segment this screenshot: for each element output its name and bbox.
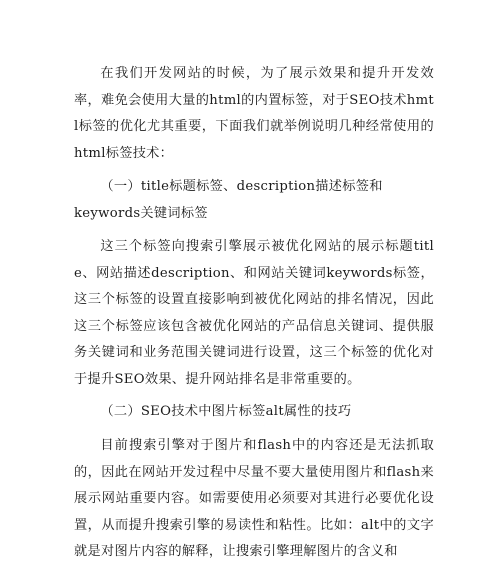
section-1-heading: （一）title标题标签、description描述标签和keywords关键词标签	[74, 179, 383, 221]
section-2-heading: （二）SEO技术中图片标签alt属性的技巧	[100, 404, 352, 419]
section-2-paragraph: 目前搜索引擎对于图片和flash中的内容还是无法抓取的，因此在网站开发过程中尽量不要大量使用图片和flash来展示网站重要内容。如需要使用必须要对其进行必要优化设置，从而提升搜索引擎的易读性和粘性。比如：alt中的文字就是对图片内容的解释，让搜索引擎理解图片的含义和	[74, 438, 434, 560]
intro-paragraph: 在我们开发网站的时候，为了展示效果和提升开发效率，难免会使用大量的html的内置标签，对于SEO技术hmtl标签的优化尤其重要，下面我们就举例说明几种经常使用的html标签技术：	[74, 66, 434, 161]
section-1-paragraph: 这三个标签向搜索引擎展示被优化网站的展示标题title、网站描述description、和网站关键词keywords标签，这三个标签的设置直接影响到被优化网站的排名情况，因此这三个标签应该包含被优化网站的产品信息关键词、提供服务关键词和业务范围关键词进行设置，这三个标签的优化对于提升SEO效果、提升网站排名是非常重要的。	[74, 239, 434, 387]
